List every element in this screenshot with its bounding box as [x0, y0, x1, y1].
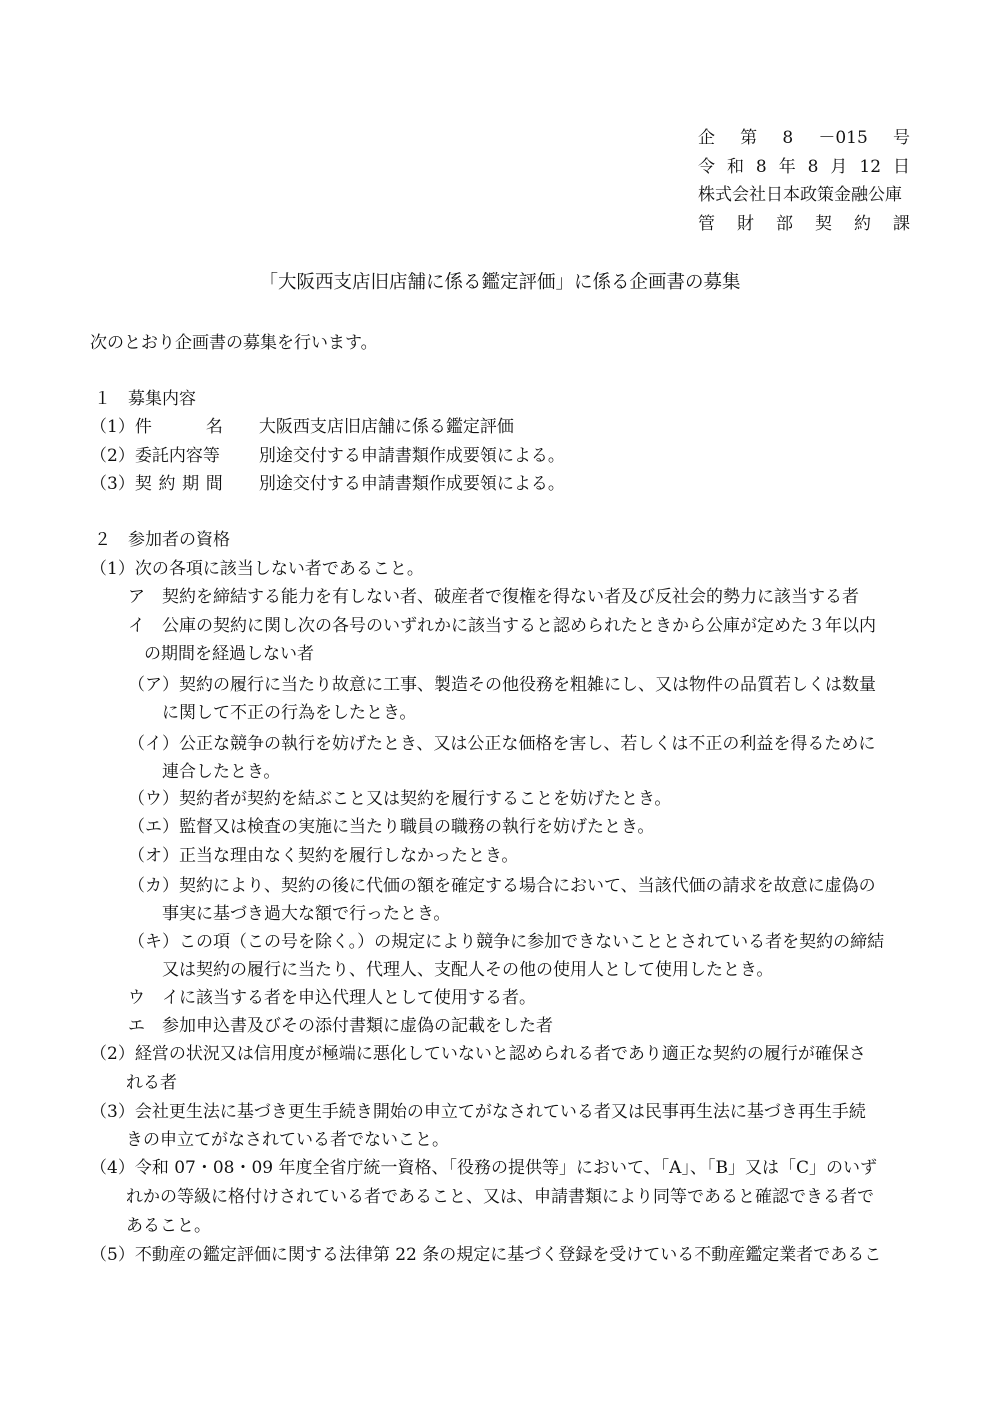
organization-name: 株式会社日本政策金融公庫 — [698, 185, 902, 205]
item-label: 委託内容等 — [134, 446, 220, 466]
section-2-line: （キ）この項（この号を除く。）の規定により競争に参加できないこととされている者を契約の締結 — [128, 932, 885, 952]
section-2-line: （エ）監督又は検査の実施に当たり職員の職務の執行を妨げたとき。 — [128, 817, 655, 837]
item-value: 大阪西支店旧店舗に係る鑑定評価 — [258, 417, 514, 437]
section-2-line: （3）会社更生法に基づき更生手続き開始の申立てがなされている者又は民事再生法に基づき再生手続 — [90, 1102, 866, 1122]
section-2-line: （2）経営の状況又は信用度が極端に悪化していないと認められる者であり適正な契約の履行が確保さ — [90, 1044, 866, 1064]
document-title: 「大阪西支店旧店舗に係る鑑定評価」に係る企画書の募集 — [259, 272, 741, 293]
item-value: 別途交付する申請書類作成要領による。 — [258, 446, 565, 466]
section-2-line: の期間を経過しない者 — [144, 644, 314, 664]
document-date: 令 和 8 年 8 月 12 日 — [698, 156, 910, 177]
section-2-line: （イ）公正な競争の執行を妨げたとき、又は公正な価格を害し、若しくは不正の利益を得るために — [128, 734, 876, 754]
section-2-line: （5）不動産の鑑定評価に関する法律第 22 条の規定に基づく登録を受けている不動産鑑定業者であるこ — [90, 1245, 882, 1265]
section-2-line: 事実に基づき過大な額で行ったとき。 — [162, 904, 451, 924]
department-name: 管 財 部 契 約 課 — [698, 213, 910, 234]
section-2-line: ア 契約を締結する能力を有しない者、破産者で復権を得ない者及び反社会的勢力に該当する者 — [128, 587, 859, 607]
section-2-line: あること。 — [126, 1216, 211, 1236]
section-2-heading: ２ 参加者の資格 — [94, 530, 230, 550]
intro-text: 次のとおり企画書の募集を行います。 — [90, 333, 378, 353]
section-2-line: 連合したとき。 — [162, 762, 281, 782]
section-1-item-2: （2）委託内容等 別途交付する申請書類作成要領による。 — [90, 443, 565, 469]
section-2-line: きの申立てがなされている者でないこと。 — [126, 1130, 449, 1150]
item-value: 別途交付する申請書類作成要領による。 — [258, 474, 565, 494]
section-2-line: イ 公庫の契約に関し次の各号のいずれかに該当すると認められたときから公庫が定めた３年以内 — [128, 616, 876, 636]
section-2-line: に関して不正の行為をしたとき。 — [162, 703, 417, 723]
section-1-item-1: （1） 件 名 大阪西支店旧店舗に係る鑑定評価 — [90, 414, 514, 440]
section-2-line: （ア）契約の履行に当たり故意に工事、製造その他役務を粗雑にし、又は物件の品質若しくは数量 — [128, 675, 876, 695]
section-2-line: （オ）正当な理由なく契約を履行しなかったとき。 — [128, 846, 519, 866]
section-1-heading: １ 募集内容 — [94, 389, 196, 409]
section-2-line: れかの等級に格付けされている者であること、又は、申請書類により同等であると確認できる者で — [126, 1187, 874, 1207]
document-number: 企 第 8 －015 号 — [698, 128, 910, 148]
item-label: 件 名 — [134, 417, 223, 437]
section-2-line: （1）次の各項に該当しない者であること。 — [90, 559, 424, 579]
section-2-line: （4）令和 07・08・09 年度全省庁統一資格、「役務の提供等」において、「A」、「B」又は「C」のいず — [90, 1158, 877, 1178]
section-2-line: （ウ）契約者が契約を結ぶこと又は契約を履行することを妨げたとき。 — [128, 789, 672, 809]
document-header — [698, 124, 910, 238]
section-2-line: エ 参加申込書及びその添付書類に虚偽の記載をした者 — [128, 1016, 553, 1036]
section-2-line: ウ イに該当する者を申込代理人として使用する者。 — [128, 988, 536, 1008]
section-2-line: （カ）契約により、契約の後に代価の額を確定する場合において、当該代価の請求を故意に虚偽の — [128, 876, 876, 896]
section-1-item-3: （3） 契 約 期 間 別途交付する申請書類作成要領による。 — [90, 471, 565, 497]
section-2-line: 又は契約の履行に当たり、代理人、支配人その他の使用人として使用したとき。 — [162, 960, 774, 980]
section-2-line: れる者 — [126, 1073, 177, 1093]
item-label: 契 約 期 間 — [134, 474, 223, 494]
